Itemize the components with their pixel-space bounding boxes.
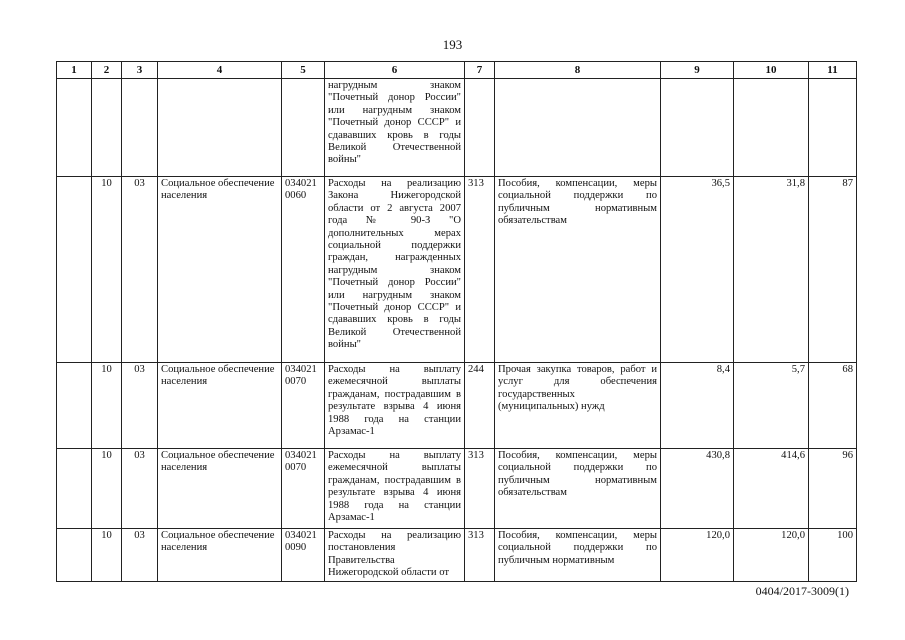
- cell-description: Расходы на выплату ежемесячной выплаты гражданам, пострадавшим в результате взрыва 4 июня 1988 года на станции Арзамас-1: [325, 363, 465, 449]
- cell-target-code: 034021 0090: [282, 529, 325, 582]
- cell-col11: [809, 79, 857, 177]
- col-header: 8: [495, 62, 661, 79]
- cell-section: [92, 79, 122, 177]
- table-row: [57, 449, 857, 529]
- cell-target-code: [282, 79, 325, 177]
- col-header: 1: [57, 62, 92, 79]
- cell-description: Расходы на реализацию постановления Правительства Нижегородской области от: [325, 529, 465, 582]
- cell-col11: 87: [809, 177, 857, 363]
- cell-expense-name: Пособия, компенсации, меры социальной поддержки по публичным нормативным обязательствам: [495, 177, 661, 363]
- cell-col10: [734, 79, 809, 177]
- cell-description: Расходы на выплату ежемесячной выплаты гражданам, пострадавшим в результате взрыва 4 июня 1988 года на станции Арзамас-1: [325, 449, 465, 529]
- col-header: 4: [158, 62, 282, 79]
- cell-target-code: 034021 0070: [282, 363, 325, 449]
- cell-target-code: 034021 0060: [282, 177, 325, 363]
- cell-col1: [57, 79, 92, 177]
- cell-section: 10: [92, 363, 122, 449]
- cell-col10: 414,6: [734, 449, 809, 529]
- cell-col1: [57, 177, 92, 363]
- cell-subsection: 03: [122, 177, 158, 363]
- cell-name: Социальное обеспечение населения: [158, 449, 282, 529]
- cell-name: Социальное обеспечение населения: [158, 529, 282, 582]
- cell-target-code: 034021 0070: [282, 449, 325, 529]
- cell-col10: 120,0: [734, 529, 809, 582]
- table-row: [57, 177, 857, 363]
- cell-col10: 31,8: [734, 177, 809, 363]
- col-header: 10: [734, 62, 809, 79]
- cell-col9: [661, 79, 734, 177]
- cell-col9: 430,8: [661, 449, 734, 529]
- col-header: 6: [325, 62, 465, 79]
- table-row: [57, 529, 857, 582]
- cell-expense-name: Пособия, компенсации, меры социальной поддержки по публичным нормативным обязательствам: [495, 449, 661, 529]
- header-row: [57, 62, 857, 79]
- cell-col10: 5,7: [734, 363, 809, 449]
- cell-col1: [57, 449, 92, 529]
- cell-section: 10: [92, 449, 122, 529]
- cell-name: Социальное обеспечение населения: [158, 177, 282, 363]
- table-row: [57, 79, 857, 177]
- cell-subsection: 03: [122, 529, 158, 582]
- cell-expense-type: 313: [465, 177, 495, 363]
- cell-expense-name: [495, 79, 661, 177]
- cell-description: нагрудным знаком "Почетный донор России" или нагрудным знаком "Почетный донор СССР" и сдававших кровь в годы Великой Отечественной войны": [325, 79, 465, 177]
- cell-expense-name: Пособия, компенсации, меры социальной поддержки по публичным нормативным: [495, 529, 661, 582]
- cell-col1: [57, 529, 92, 582]
- cell-expense-name: Прочая закупка товаров, работ и услуг для обеспечения государственных (муниципальных) нужд: [495, 363, 661, 449]
- cell-section: 10: [92, 177, 122, 363]
- col-header: 2: [92, 62, 122, 79]
- cell-expense-type: 313: [465, 529, 495, 582]
- cell-subsection: 03: [122, 363, 158, 449]
- cell-col11: 96: [809, 449, 857, 529]
- budget-table: [56, 61, 857, 582]
- cell-col9: 120,0: [661, 529, 734, 582]
- cell-col1: [57, 363, 92, 449]
- cell-section: 10: [92, 529, 122, 582]
- cell-name: [158, 79, 282, 177]
- col-header: 9: [661, 62, 734, 79]
- cell-col9: 8,4: [661, 363, 734, 449]
- col-header: 11: [809, 62, 857, 79]
- table-row: [57, 363, 857, 449]
- cell-col11: 100: [809, 529, 857, 582]
- col-header: 7: [465, 62, 495, 79]
- cell-expense-type: 244: [465, 363, 495, 449]
- col-header: 5: [282, 62, 325, 79]
- cell-name: Социальное обеспечение населения: [158, 363, 282, 449]
- page-number: 193: [442, 37, 463, 52]
- cell-expense-type: 313: [465, 449, 495, 529]
- col-header: 3: [122, 62, 158, 79]
- cell-subsection: [122, 79, 158, 177]
- cell-subsection: 03: [122, 449, 158, 529]
- document-code: 0404/2017-3009(1): [755, 584, 849, 598]
- cell-col11: 68: [809, 363, 857, 449]
- cell-description: Расходы на реализацию Закона Нижегородской области от 2 августа 2007 года № 90-З "О дополнительных мерах социальной поддержки граждан, награжденных нагрудным знаком "Почетный донор России" или нагрудным знаком "Почетный донор СССР" и сдававших кровь в годы Великой Отечественной войны": [325, 177, 465, 363]
- cell-col9: 36,5: [661, 177, 734, 363]
- cell-expense-type: [465, 79, 495, 177]
